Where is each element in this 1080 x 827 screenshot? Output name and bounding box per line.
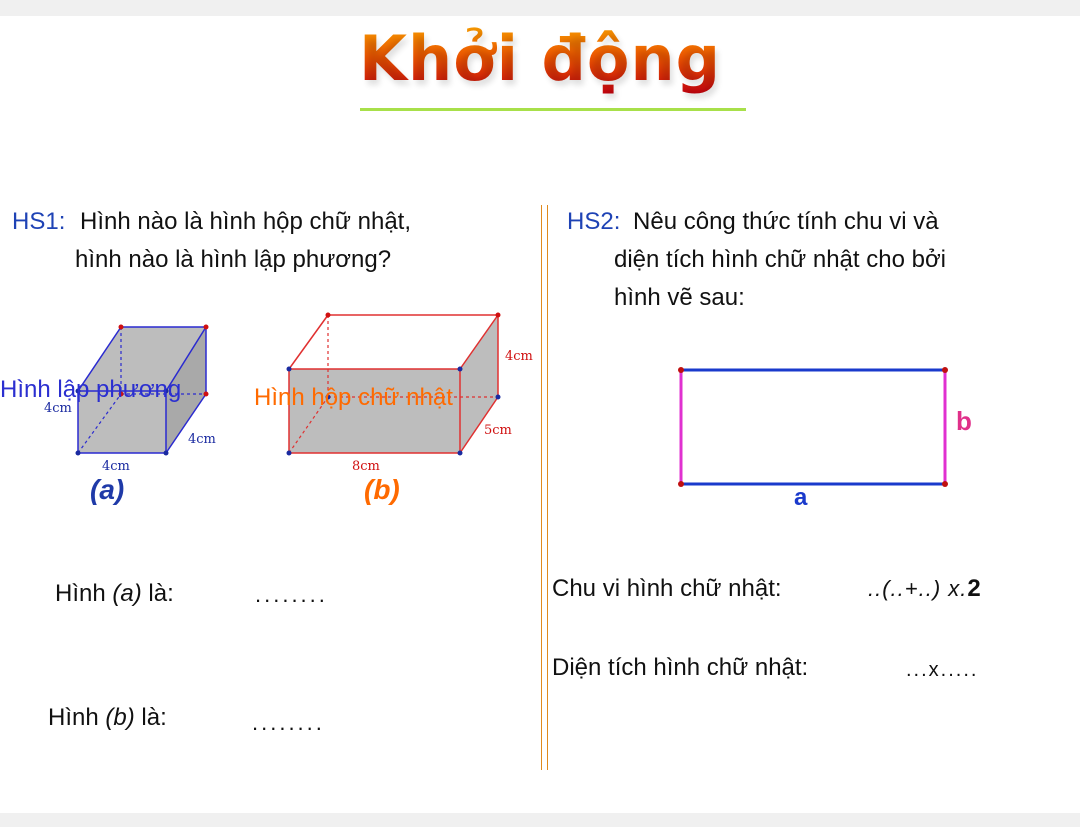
answer-a-blank: ........ <box>255 582 328 607</box>
answer-a-line <box>55 580 174 608</box>
figures <box>0 16 1080 813</box>
figure-a-caption: (a) <box>90 474 125 505</box>
perimeter-factor: 2 <box>967 575 982 602</box>
rect-label-a: a <box>794 484 808 511</box>
rect-label-b: b <box>956 406 972 436</box>
answer-b-blank: ........ <box>252 710 325 735</box>
hs1-line1: Hình nào là hình hộp chữ nhật, <box>80 208 412 235</box>
answer-b-italic: (b) <box>105 704 135 731</box>
box-overlay-label: Hình hộp chữ nhật <box>254 384 453 411</box>
area-label: Diện tích hình chữ nhật: <box>552 654 809 681</box>
slide <box>0 16 1080 813</box>
answer-a-prefix: Hình <box>55 580 113 607</box>
area-formula: ...x..... <box>906 659 979 681</box>
answer-b-line <box>48 704 167 732</box>
perimeter-formula <box>868 575 982 603</box>
figure-b-caption: (b) <box>364 474 400 505</box>
answer-b-prefix: Hình <box>48 704 106 731</box>
cube-edge-left-label: 4cm <box>44 401 72 416</box>
answer-a-italic: (a) <box>112 580 142 607</box>
hs2-line1: Nêu công thức tính chu vi và <box>633 208 939 235</box>
hs2-line2: diện tích hình chữ nhật cho bởi <box>614 246 947 273</box>
cube-overlay-label: Hình lập phương <box>0 376 182 403</box>
box-edge-right-label: 5cm <box>484 423 512 438</box>
hs2-line3: hình vẽ sau: <box>614 284 745 311</box>
box-edge-bottom-label: 8cm <box>352 459 380 474</box>
perimeter-expression: ..(..+..) x. <box>868 576 968 601</box>
perimeter-label: Chu vi hình chữ nhật: <box>552 575 782 602</box>
hs2-label: HS2: <box>567 208 621 235</box>
hs1-label: HS1: <box>12 208 66 235</box>
cube-edge-bottom-label: 4cm <box>102 459 130 474</box>
cube-edge-right-label: 4cm <box>188 432 216 447</box>
rectangle-figure <box>678 367 948 487</box>
answer-a-suffix: là: <box>141 580 174 607</box>
page-title: Khởi động <box>0 22 1080 95</box>
box-edge-top-label: 4cm <box>505 349 533 364</box>
answer-b-suffix: là: <box>134 704 167 731</box>
hs1-line2: hình nào là hình lập phương? <box>75 246 392 273</box>
